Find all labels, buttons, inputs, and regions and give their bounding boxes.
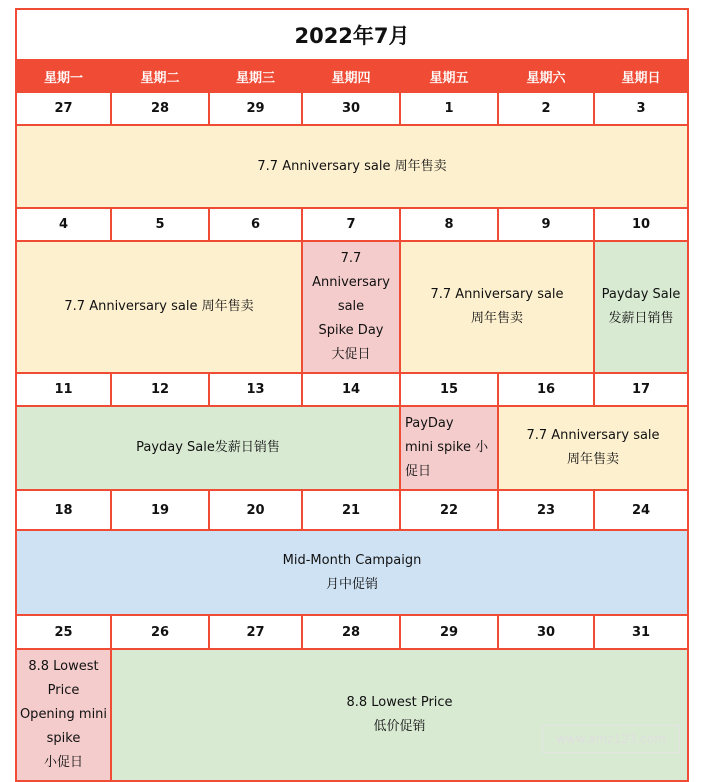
date-cell: 21 xyxy=(303,491,399,529)
event-text: 7.7 Anniversary sale 周年售卖 xyxy=(257,158,447,174)
watermark: www.amz123.com xyxy=(542,725,680,753)
event-text: Spike Day xyxy=(318,323,384,338)
event-text: 发薪日销售 xyxy=(608,311,674,326)
date-cell: 26 xyxy=(112,616,208,648)
event-text: Mid-Month Campaign xyxy=(282,552,422,568)
date-cell: 29 xyxy=(401,616,497,648)
date-cell: 9 xyxy=(499,209,593,240)
event-text: 促日 xyxy=(405,464,432,479)
date-cell: 13 xyxy=(210,374,301,405)
event-spike-day xyxy=(303,242,399,372)
event-text: PayDay xyxy=(405,416,454,431)
weekday-header: 星期五 xyxy=(401,61,497,91)
event-lowest-price-mini-spike xyxy=(17,650,110,780)
event-text: Price xyxy=(47,683,80,698)
weekday-header: 星期三 xyxy=(210,61,301,91)
date-cell: 15 xyxy=(401,374,497,405)
date-cell: 30 xyxy=(499,616,593,648)
date-cell: 29 xyxy=(210,93,301,124)
date-cell: 16 xyxy=(499,374,593,405)
weekday-header: 星期日 xyxy=(595,61,687,91)
date-cell: 10 xyxy=(595,209,687,240)
event-text: 周年售卖 xyxy=(566,452,619,467)
event-anniversary-sale xyxy=(401,242,593,372)
event-anniversary-sale xyxy=(17,242,301,372)
date-cell: 28 xyxy=(112,93,208,124)
event-text: 8.8 Lowest xyxy=(28,659,99,674)
date-cell: 4 xyxy=(17,209,110,240)
event-text: Anniversary xyxy=(312,275,390,290)
event-text: Opening mini xyxy=(19,707,108,722)
event-text: spike xyxy=(46,731,81,746)
calendar-grid xyxy=(15,8,689,782)
date-cell: 23 xyxy=(499,491,593,529)
weekday-header: 星期四 xyxy=(303,61,399,91)
date-cell: 22 xyxy=(401,491,497,529)
date-cell: 27 xyxy=(17,93,110,124)
date-cell: 3 xyxy=(595,93,687,124)
date-cell: 6 xyxy=(210,209,301,240)
event-mid-month-campaign xyxy=(17,531,687,614)
event-text: sale xyxy=(337,299,365,314)
event-text: 周年售卖 xyxy=(470,311,523,326)
date-cell: 19 xyxy=(112,491,208,529)
date-cell: 5 xyxy=(112,209,208,240)
date-cell: 12 xyxy=(112,374,208,405)
date-cell: 1 xyxy=(401,93,497,124)
event-text: 低价促销 xyxy=(373,719,426,734)
date-cell: 24 xyxy=(595,491,687,529)
date-cell: 7 xyxy=(303,209,399,240)
event-anniversary-sale xyxy=(499,407,687,489)
event-text: 7.7 Anniversary sale xyxy=(430,287,564,302)
date-cell: 2 xyxy=(499,93,593,124)
event-text: 月中促销 xyxy=(325,576,378,592)
event-payday-sale xyxy=(595,242,687,372)
event-payday-sale xyxy=(17,407,399,489)
date-cell: 8 xyxy=(401,209,497,240)
date-cell: 25 xyxy=(17,616,110,648)
date-cell: 28 xyxy=(303,616,399,648)
event-text: 7.7 Anniversary sale 周年售卖 xyxy=(64,299,254,314)
weekday-header: 星期六 xyxy=(499,61,593,91)
event-text: 7.7 xyxy=(340,251,362,266)
event-anniversary-sale xyxy=(17,126,687,207)
event-lowest-price xyxy=(112,650,687,780)
date-cell: 18 xyxy=(17,491,110,529)
event-text: 8.8 Lowest Price xyxy=(346,695,453,710)
date-cell: 30 xyxy=(303,93,399,124)
calendar-title: 2022年7月 xyxy=(17,10,687,59)
event-text: 小促日 xyxy=(43,755,83,770)
date-cell: 11 xyxy=(17,374,110,405)
weekday-header: 星期一 xyxy=(17,61,110,91)
date-cell: 17 xyxy=(595,374,687,405)
event-text: mini spike 小 xyxy=(405,440,489,455)
date-cell: 27 xyxy=(210,616,301,648)
date-cell: 31 xyxy=(595,616,687,648)
date-cell: 20 xyxy=(210,491,301,529)
event-text: Payday Sale发薪日销售 xyxy=(136,440,280,455)
weekday-header: 星期二 xyxy=(112,61,208,91)
event-text: 大促日 xyxy=(331,347,371,362)
event-text: Payday Sale xyxy=(601,287,681,302)
event-payday-mini-spike xyxy=(401,407,497,489)
date-cell: 14 xyxy=(303,374,399,405)
event-text: 7.7 Anniversary sale xyxy=(526,428,660,443)
